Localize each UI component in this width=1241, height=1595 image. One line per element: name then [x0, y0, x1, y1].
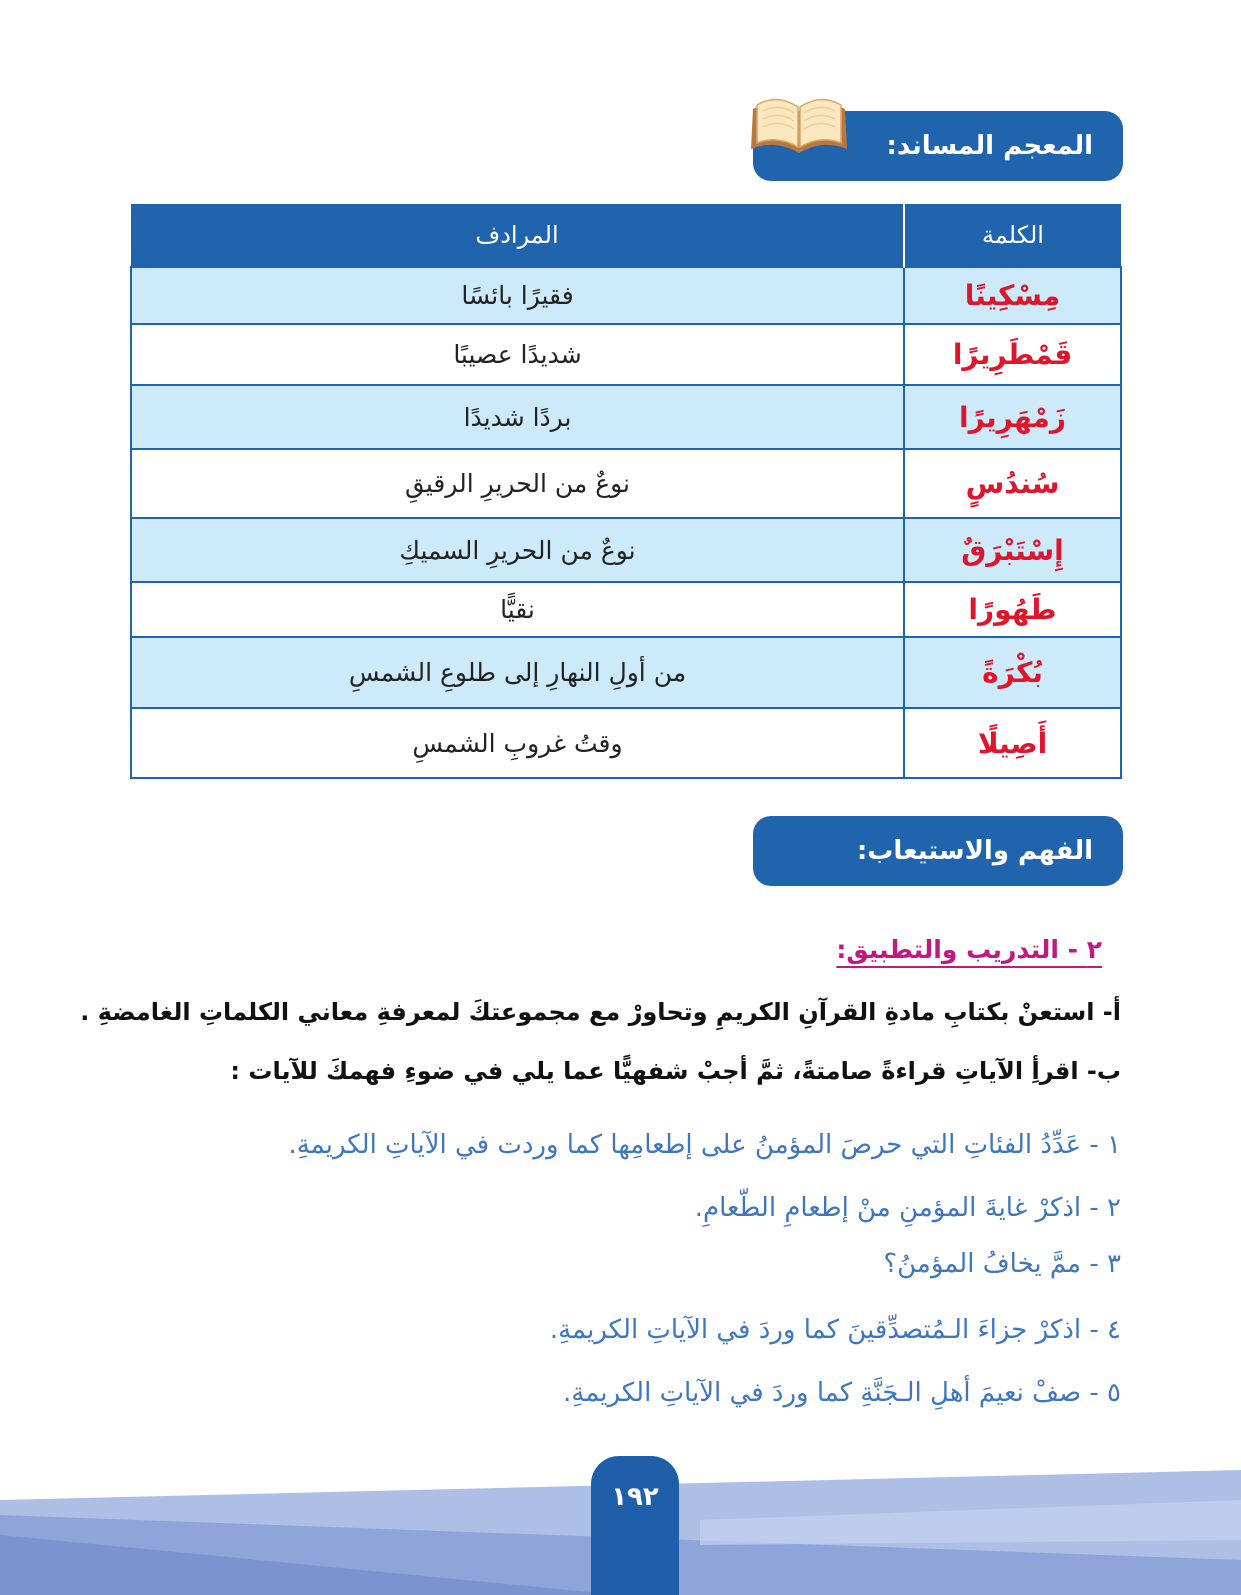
word-cell: قَمْطَرِيرًا	[904, 324, 1121, 385]
word-cell: أَصِيلًا	[904, 708, 1121, 778]
column-header-synonym: المرادف	[131, 204, 904, 267]
word-cell: سُندُسٍ	[904, 449, 1121, 518]
question-2: ٢ - اذكرْ غايةَ المؤمنِ منْ إطعامِ الطّعامِ.	[694, 1193, 1121, 1223]
word-cell: بُكْرَةً	[904, 637, 1121, 708]
table-row	[131, 708, 1121, 778]
column-header-word: الكلمة	[904, 204, 1121, 267]
instruction-b: ب- اقرأِ الآياتِ قراءةً صامتةً، ثمَّ أجبْ شفهيًّا عما يلي في ضوءِ فهمكَ للآيات :	[230, 1057, 1121, 1085]
table-header-row	[131, 204, 1121, 267]
glossary-table	[130, 204, 1122, 779]
question-3: ٣ - ممَّ يخافُ المؤمنُ؟	[883, 1249, 1121, 1279]
word-cell: طَهُورًا	[904, 582, 1121, 637]
synonym-cell: بردًا شديدًا	[131, 385, 904, 449]
glossary-title: المعجم المساند:	[886, 131, 1093, 161]
training-subtitle: ٢ - التدريب والتطبيق:	[836, 935, 1102, 964]
synonym-cell: نقيًّا	[131, 582, 904, 637]
question-1: ١ - عَدِّدُ الفئاتِ التي حرصَ المؤمنُ على إطعامِها كما وردت في الآياتِ الكريمةِ.	[288, 1130, 1121, 1160]
word-cell: مِسْكِينًا	[904, 267, 1121, 324]
table-row	[131, 582, 1121, 637]
synonym-cell: وقتُ غروبِ الشمسِ	[131, 708, 904, 778]
page-number: ١٩٢	[611, 1482, 659, 1512]
question-5: ٥ - صفْ نعيمَ أهلِ الـجَنَّةِ كما وردَ في الآياتِ الكريمةِ.	[562, 1378, 1121, 1408]
question-4: ٤ - اذكرْ جزاءَ الـمُتصدِّقينَ كما وردَ في الآياتِ الكريمةِ.	[549, 1315, 1121, 1345]
synonym-cell: نوعٌ من الحريرِ السميكِ	[131, 518, 904, 582]
synonym-cell: شديدًا عصيبًا	[131, 324, 904, 385]
synonym-cell: من أولِ النهارِ إلى طلوعِ الشمسِ	[131, 637, 904, 708]
table-row	[131, 267, 1121, 324]
word-cell: زَمْهَرِيرًا	[904, 385, 1121, 449]
word-cell: إِسْتَبْرَقٌ	[904, 518, 1121, 582]
table-row	[131, 637, 1121, 708]
synonym-cell: نوعٌ من الحريرِ الرقيقِ	[131, 449, 904, 518]
comprehension-header	[753, 816, 1123, 886]
table-row	[131, 324, 1121, 385]
table-row	[131, 518, 1121, 582]
open-book-icon	[747, 89, 851, 159]
table-row	[131, 449, 1121, 518]
page-number-tab	[591, 1456, 679, 1595]
table-row	[131, 385, 1121, 449]
glossary-header	[753, 111, 1123, 181]
instruction-a: أ- استعنْ بكتابِ مادةِ القرآنِ الكريمِ وتحاورْ مع مجموعتكَ لمعرفةِ معاني الكلماتِ الغامضةِ .	[80, 998, 1121, 1026]
comprehension-title: الفهم والاستيعاب:	[856, 836, 1093, 866]
synonym-cell: فقيرًا بائسًا	[131, 267, 904, 324]
